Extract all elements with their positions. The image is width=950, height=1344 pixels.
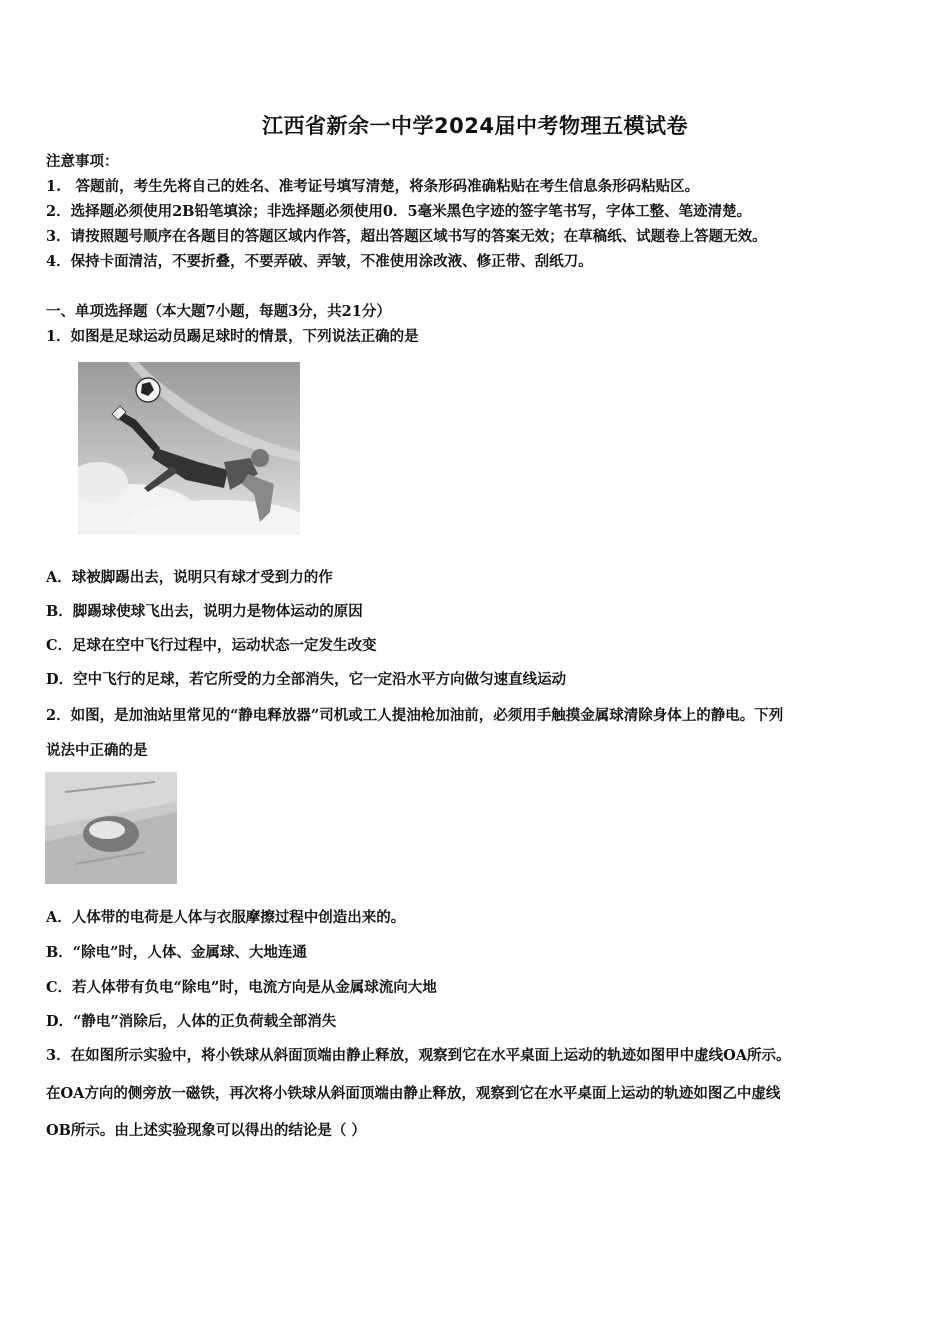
question-1-stem: 1．如图是足球运动员踢足球时的情景，下列说法正确的是: [46, 328, 419, 345]
question-3-stem: 3．在如图所示实验中，将小铁球从斜面顶端由静止释放，观察到它在水平桌面上运动的轨迹如图甲中虚线OA所示。: [46, 1047, 791, 1064]
static-discharger-illustration: [45, 772, 177, 884]
section-heading: 一、单项选择题（本大题7小题，每题3分，共21分）: [46, 303, 391, 320]
question-2-stem: 2．如图，是加油站里常见的“静电释放器”司机或工人提油枪加油前，必须用手触摸金属球清除身体上的静电。下列: [46, 707, 784, 724]
notice-item: 2．选择题必须使用2B铅笔填涂；非选择题必须使用0．5毫米黑色字迹的签字笔书写，字体工整、笔迹清楚。: [46, 203, 752, 220]
question-1-option-b: B．脚踢球使球飞出去，说明力是物体运动的原因: [46, 603, 363, 620]
question-2-option-a: A．人体带的电荷是人体与衣服摩擦过程中创造出来的。: [46, 909, 406, 926]
question-2-option-b: B．“除电”时，人体、金属球、大地连通: [46, 944, 307, 961]
question-3-stem-continued: 在OA方向的侧旁放一磁铁，再次将小铁球从斜面顶端由静止释放，观察到它在水平桌面上运动的轨迹如图乙中虚线: [46, 1085, 781, 1102]
page-title: 江西省新余一中学2024届中考物理五模试卷: [262, 114, 688, 138]
question-2-option-c: C．若人体带有负电“除电”时，电流方向是从金属球流向大地: [46, 979, 437, 996]
soccer-kick-image: [78, 362, 300, 534]
notice-item: 4．保持卡面清洁，不要折叠，不要弄破、弄皱，不准使用涂改液、修正带、刮纸刀。: [46, 253, 593, 270]
question-2-option-d: D．“静电”消除后，人体的正负荷载全部消失: [46, 1013, 337, 1030]
question-3-stem-continued: OB所示。由上述实验现象可以得出的结论是（ ）: [46, 1122, 366, 1139]
question-1-option-a: A．球被脚踢出去，说明只有球才受到力的作: [46, 569, 333, 586]
soccer-kick-illustration: [78, 362, 300, 534]
question-1-option-c: C．足球在空中飞行过程中，运动状态一定发生改变: [46, 637, 377, 654]
notice-heading: 注意事项：: [46, 153, 119, 170]
question-2-stem-continued: 说法中正确的是: [46, 742, 148, 759]
question-1-option-d: D．空中飞行的足球，若它所受的力全部消失，它一定沿水平方向做匀速直线运动: [46, 671, 567, 688]
static-discharger-image: [45, 772, 177, 884]
notice-item: 1. 答题前，考生先将自己的姓名、准考证号填写清楚，将条形码准确粘贴在考生信息条形码粘贴区。: [46, 178, 700, 195]
notice-item: 3．请按照题号顺序在各题目的答题区域内作答，超出答题区域书写的答案无效；在草稿纸、试题卷上答题无效。: [46, 228, 767, 245]
